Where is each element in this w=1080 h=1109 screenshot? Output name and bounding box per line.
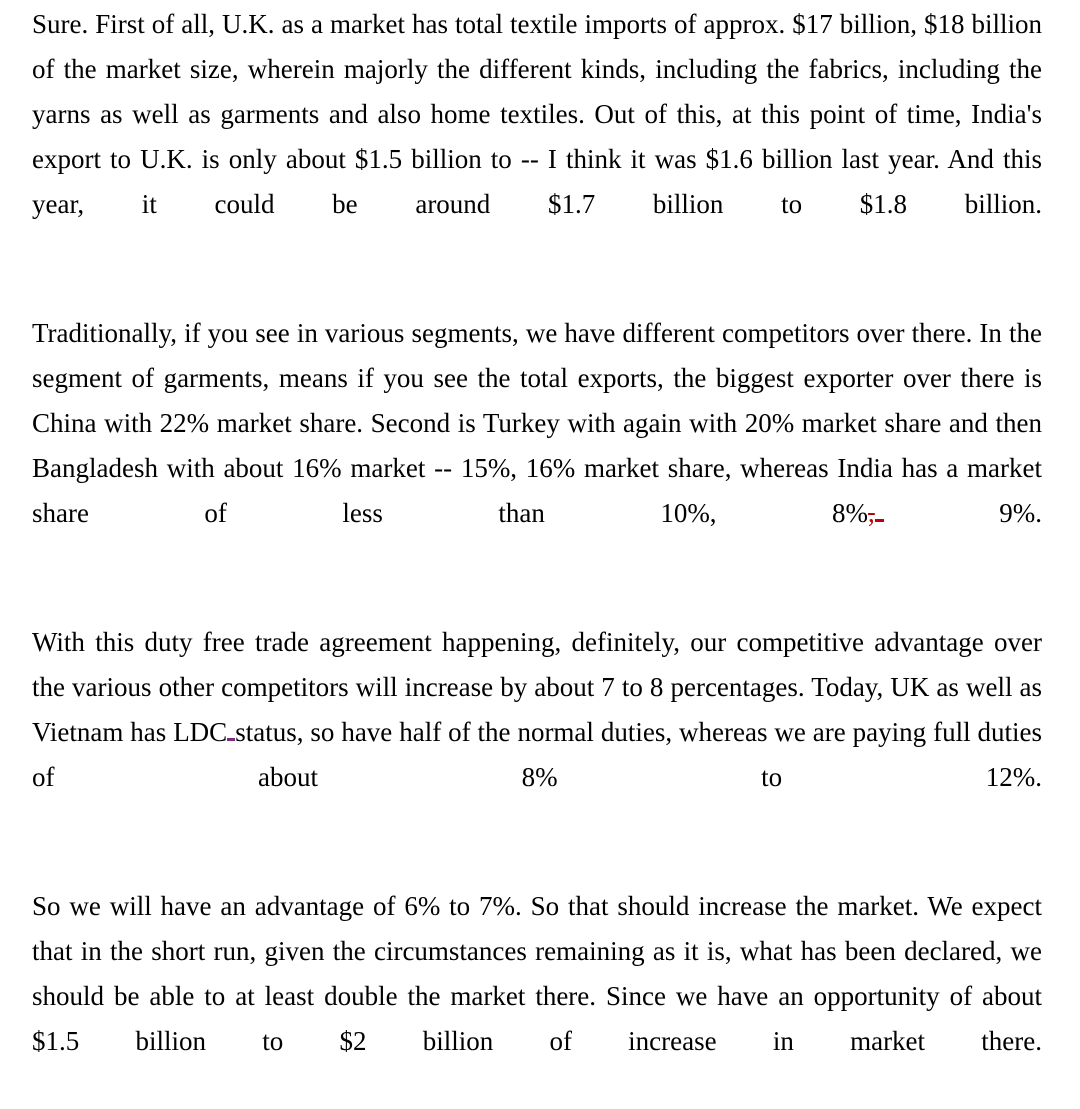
deleted-comma-mark: , [868, 498, 875, 528]
paragraph-4: So we will have an advantage of 6% to 7%. So that should increase the market. We expect that in the short run, given the circumstances remaining as it is, what has been declared, we should be able to at least double the market there. Since we have an opportunity of about $1.5 billion to $2 billion of increase in market there. [32, 891, 1042, 1056]
paragraph-2-text-before-edit: Traditionally, if you see in various segments, we have different competitors over there. In the segment of garments, means if you see the total exports, the biggest exporter over there is China with 22% market share. Second is Turkey with again with 20% market share and then Bangladesh with about 16% market -- 15%, 16% market share, whereas India has a market share of less than 10%, 8% [32, 318, 1042, 528]
inserted-space-mark-red [875, 504, 884, 522]
paragraph-3-text-after-edit: status, so have half of the normal duties, whereas we are paying full duties of about 8% to 12%. [32, 717, 1043, 792]
paragraph-3-text-before-edit: With this duty free trade agreement happening, definitely, our competitive advantage over the various other competitors will increase by about 7 to 8 percentages. Today, UK as well as Vietnam has LDC [32, 627, 1042, 747]
paragraph-2 [32, 311, 1042, 581]
paragraph-1: Sure. First of all, U.K. as a market has total textile imports of approx. $17 billion, $18 billion of the market size, wherein majorly the different kinds, including the fabrics, including the yarns as well as garments and also home textiles. Out of this, at this point of time, India's export to U.K. is only about $1.5 billion to -- I think it was $1.6 billion last year. And this year, it could be around $1.7 billion to $1.8 billion. [32, 9, 1042, 219]
inserted-space-mark-purple [227, 725, 235, 741]
paragraph-3 [32, 620, 1042, 845]
paragraph-2-text-after-edit: 9%. [883, 498, 1042, 528]
document-body [32, 0, 1042, 1109]
